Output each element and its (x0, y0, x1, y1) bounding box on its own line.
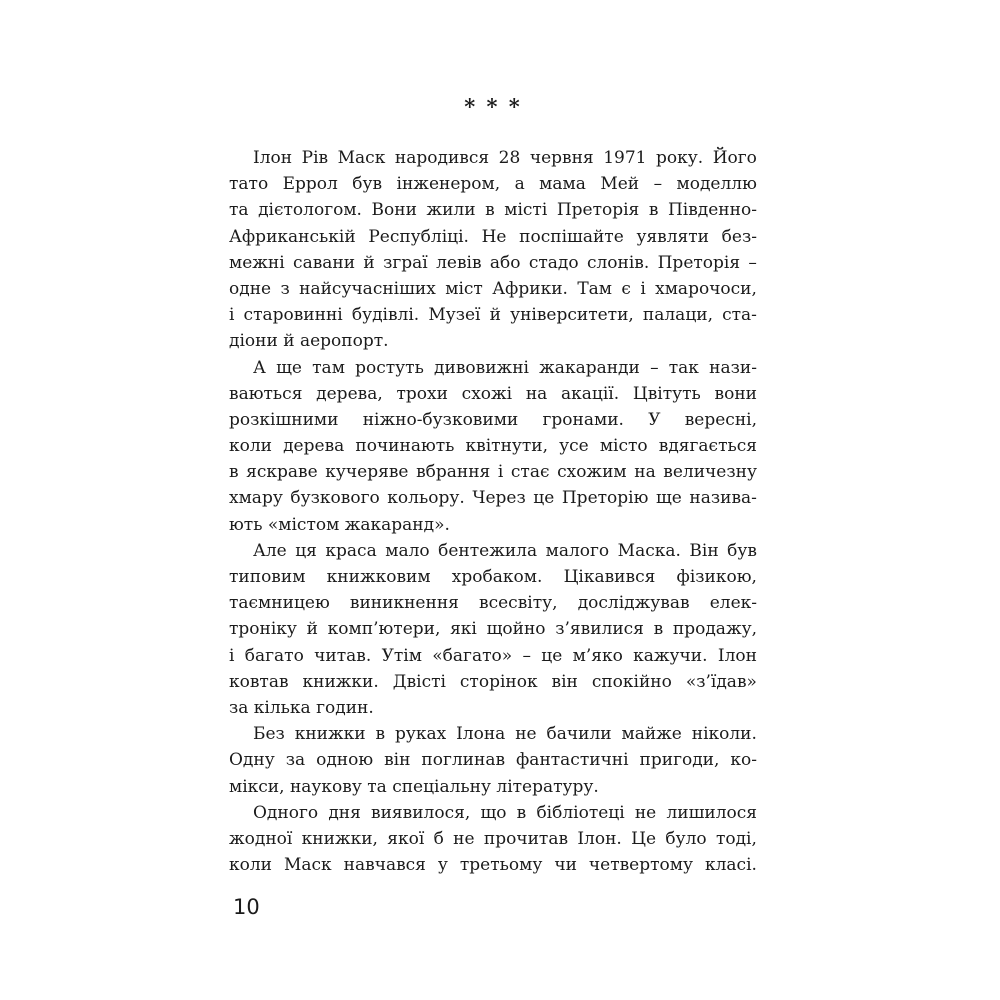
paragraph (229, 721, 757, 800)
text-line: ваються дерева, трохи схожі на акації. Цвітуть вони (229, 383, 757, 404)
text-line: Африканській Республіці. Не поспішайте уявляти без- (229, 226, 757, 247)
paragraph (229, 145, 757, 355)
text-line: тато Еррол був інженером, а мама Мей – моделлю (229, 174, 757, 195)
text-line: ють «містом жакаранд». (229, 514, 450, 535)
text-line: і старовинні будівлі. Музеї й університети, палаци, ста- (229, 305, 757, 326)
text-line: ковтав книжки. Двісті сторінок він спокійно «з’їдав» (229, 671, 757, 692)
paragraph (229, 800, 757, 879)
text-line: та дієтологом. Вони жили в місті Преторія в Південно- (229, 200, 757, 221)
paragraph (229, 538, 757, 721)
text-line: Без книжки в руках Ілона не бачили майже ніколи. (253, 724, 757, 745)
text-line: Одного дня виявилося, що в бібліотеці не лишилося (253, 802, 757, 823)
text-line: типовим книжковим хробаком. Цікавився фізикою, (229, 567, 757, 587)
section-separator: * * * (464, 94, 522, 119)
text-line: жодної книжки, якої б не прочитав Ілон. Це було тоді, (229, 828, 757, 849)
text-line: мікси, наукову та спеціальну літературу. (229, 776, 599, 797)
text-line: в яскраве кучеряве вбрання і стає схожим на величезну (229, 462, 757, 483)
paragraph (229, 355, 757, 538)
text-line: таємницею виникнення всесвіту, досліджував елек- (229, 593, 757, 614)
text-line: діони й аеропорт. (229, 331, 389, 352)
text-line: хмару бузкового кольору. Через це Преторію ще назива- (229, 488, 757, 509)
text-block (229, 145, 757, 878)
text-line: Одну за одною він поглинав фантастичні пригоди, ко- (229, 750, 757, 771)
text-line: Але ця краса мало бентежила малого Маска. Він був (253, 540, 757, 561)
text-line: одне з найсучасніших міст Африки. Там є і хмарочоси, (229, 278, 757, 299)
text-line: коли дерева починають квітнути, усе місто вдягається (229, 436, 757, 457)
text-line: А ще там ростуть дивовижні жакаранди – так нази- (253, 357, 757, 378)
text-line: Ілон Рів Маск народився 28 червня 1971 року. Його (253, 148, 757, 168)
text-line: межні савани й зграї левів або стадо слонів. Преторія – (229, 252, 757, 273)
text-line: і багато читав. Утім «багато» – це м’яко кажучи. Ілон (229, 645, 757, 666)
page-number: 10 (233, 895, 260, 919)
text-line: коли Маск навчався у третьому чи четвертому класі. (229, 855, 757, 876)
text-line: за кілька годин. (229, 697, 374, 718)
text-line: розкішними ніжно-бузковими гронами. У вересні, (229, 409, 757, 430)
text-line: троніку й комп’ютери, які щойно з’явилися в продажу, (229, 619, 757, 640)
